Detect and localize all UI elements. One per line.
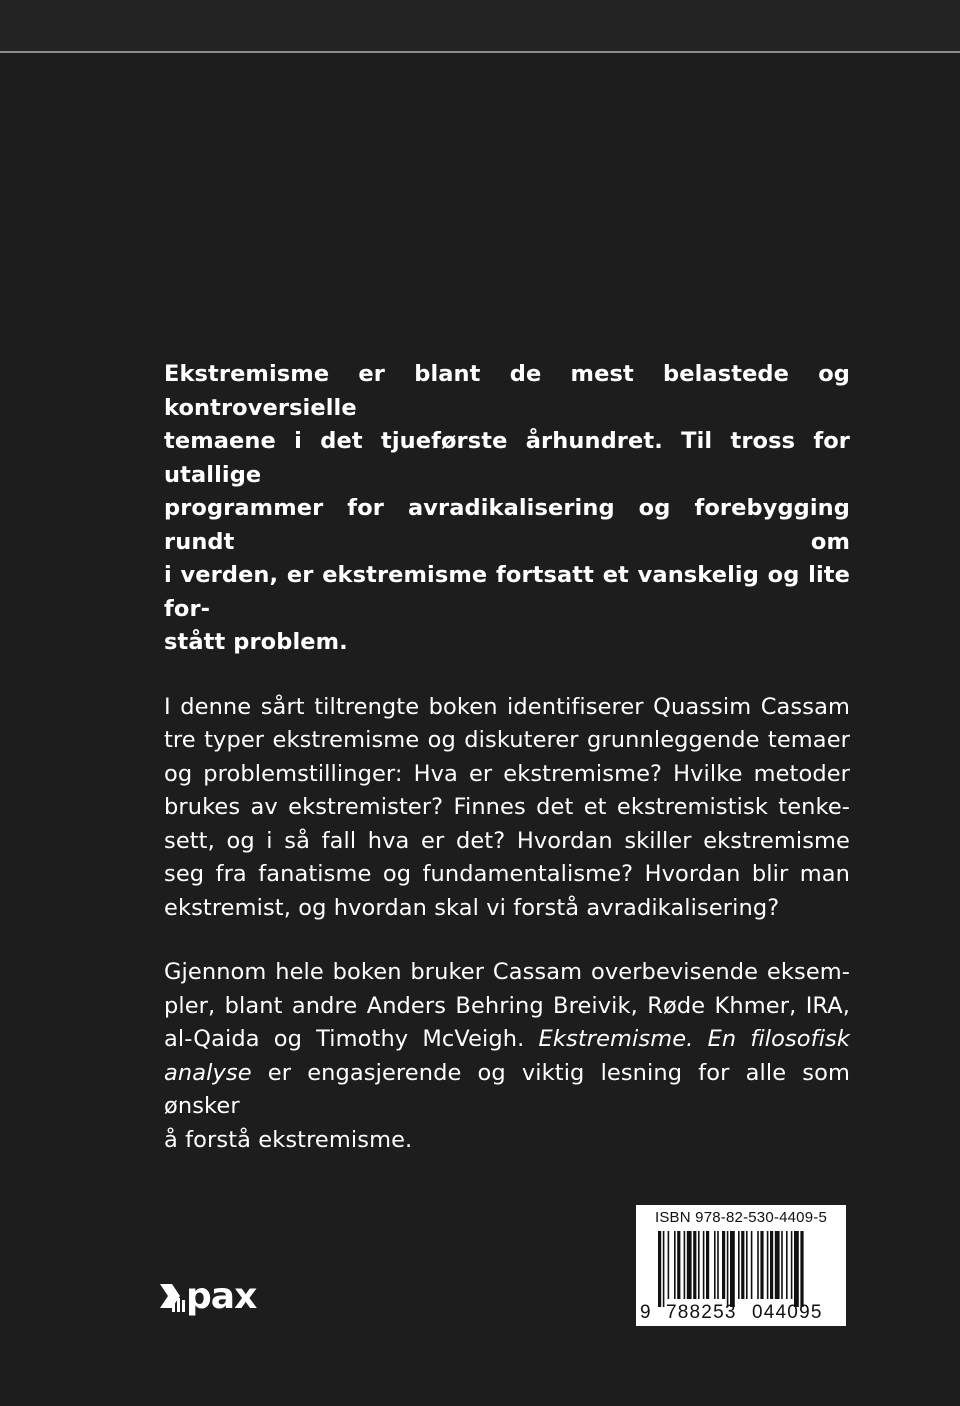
barcode-bar <box>738 1231 740 1299</box>
blurb-line: sett, og i så fall hva er det? Hvordan skiller ekstremisme <box>164 827 850 854</box>
blurb-line: Ekstremisme er blant de mest belastede og kontroversielle <box>164 361 850 421</box>
barcode-bar <box>730 1231 735 1307</box>
blurb-line: ekstremist, og hvordan skal vi forstå avradikalisering? <box>164 894 780 921</box>
barcode-bar <box>767 1231 769 1299</box>
barcode-bar <box>746 1231 748 1299</box>
blurb-line: seg fra fanatisme og fundamentalisme? Hvordan blir man <box>164 861 850 887</box>
blurb-paragraph-2 <box>164 691 850 926</box>
barcode-bar <box>677 1231 680 1299</box>
barcode-bar <box>757 1231 759 1299</box>
barcode-bar <box>760 1231 763 1299</box>
barcode-bar <box>684 1231 686 1299</box>
barcode-bar <box>722 1231 725 1299</box>
blurb-line: Gjennom hele boken bruker Cassam overbevisende eksem- <box>164 959 850 985</box>
isbn-barcode <box>636 1205 846 1326</box>
barcode-bar <box>786 1231 788 1299</box>
barcode-bar <box>668 1231 670 1299</box>
barcode-bar <box>741 1231 744 1299</box>
blurb-line: og problemstillinger: Hva er ekstremisme? Hvilke metoder <box>164 760 850 787</box>
logo-wordmark: pax <box>186 1276 257 1317</box>
blurb-line: i verden, er ekstremisme fortsatt et vanskelig og lite for- <box>164 562 850 622</box>
barcode-bar <box>687 1231 692 1299</box>
barcode-digits-left: 788253 <box>666 1302 737 1323</box>
top-rule <box>0 51 960 53</box>
barcode-bar <box>781 1231 783 1299</box>
blurb-line: pler, blant andre Anders Behring Breivik, Røde Khmer, IRA, <box>164 992 850 1019</box>
barcode-bar <box>703 1231 705 1299</box>
book-title-italic: Ekstremisme. En filosofisk <box>538 1026 850 1052</box>
blurb-paragraph-3 <box>164 956 850 1157</box>
pax-publisher-logo <box>158 1276 276 1326</box>
barcode-bar <box>770 1231 773 1299</box>
book-title-italic-cont: analyse <box>164 1059 252 1086</box>
isbn-label: ISBN 978-82-530-4409-5 <box>654 1209 827 1226</box>
barcode-bar <box>717 1231 719 1299</box>
barcode-bar <box>714 1231 716 1299</box>
barcode-bar <box>791 1231 793 1299</box>
blurb-text <box>164 358 850 1157</box>
blurb-line: temaene i det tjueførste århundret. Til tross for utallige <box>164 428 850 488</box>
barcode-bar <box>775 1231 780 1299</box>
barcode-bar <box>674 1231 676 1299</box>
blurb-text-segment: al-Qaida og Timothy McVeigh. <box>164 1026 525 1052</box>
top-edge-strip <box>0 0 960 51</box>
barcode-bar <box>706 1231 709 1299</box>
blurb-line: å forstå ekstremisme. <box>164 1126 413 1153</box>
barcode-bar <box>751 1231 753 1299</box>
barcode-bar <box>658 1231 661 1307</box>
barcode-digits-right: 044095 <box>752 1302 823 1323</box>
barcode-bar <box>727 1231 729 1307</box>
blurb-line: stått problem. <box>164 629 348 655</box>
blurb-line <box>164 1057 850 1124</box>
blurb-line <box>164 1023 850 1057</box>
barcode-bar <box>693 1231 696 1299</box>
blurb-line: I denne sårt tiltrengte boken identifiserer Quassim Cassam <box>164 693 850 720</box>
barcode-bar <box>800 1231 803 1307</box>
barcode-bar <box>698 1231 700 1299</box>
blurb-line: programmer for avradikalisering og forebygging rundt om <box>164 495 850 555</box>
barcode-digit-first: 9 <box>640 1302 652 1323</box>
blurb-line: tre typer ekstremisme og diskuterer grunnleggende temaer <box>164 727 850 753</box>
blurb-line: brukes av ekstremister? Finnes det et ekstremistisk tenke- <box>164 794 850 820</box>
barcode-bar <box>663 1231 665 1307</box>
blurb-text-segment: er engasjerende og viktig lesning for alle som ønsker <box>164 1059 850 1119</box>
barcode-bar <box>794 1231 799 1307</box>
blurb-paragraph-1 <box>164 358 850 660</box>
